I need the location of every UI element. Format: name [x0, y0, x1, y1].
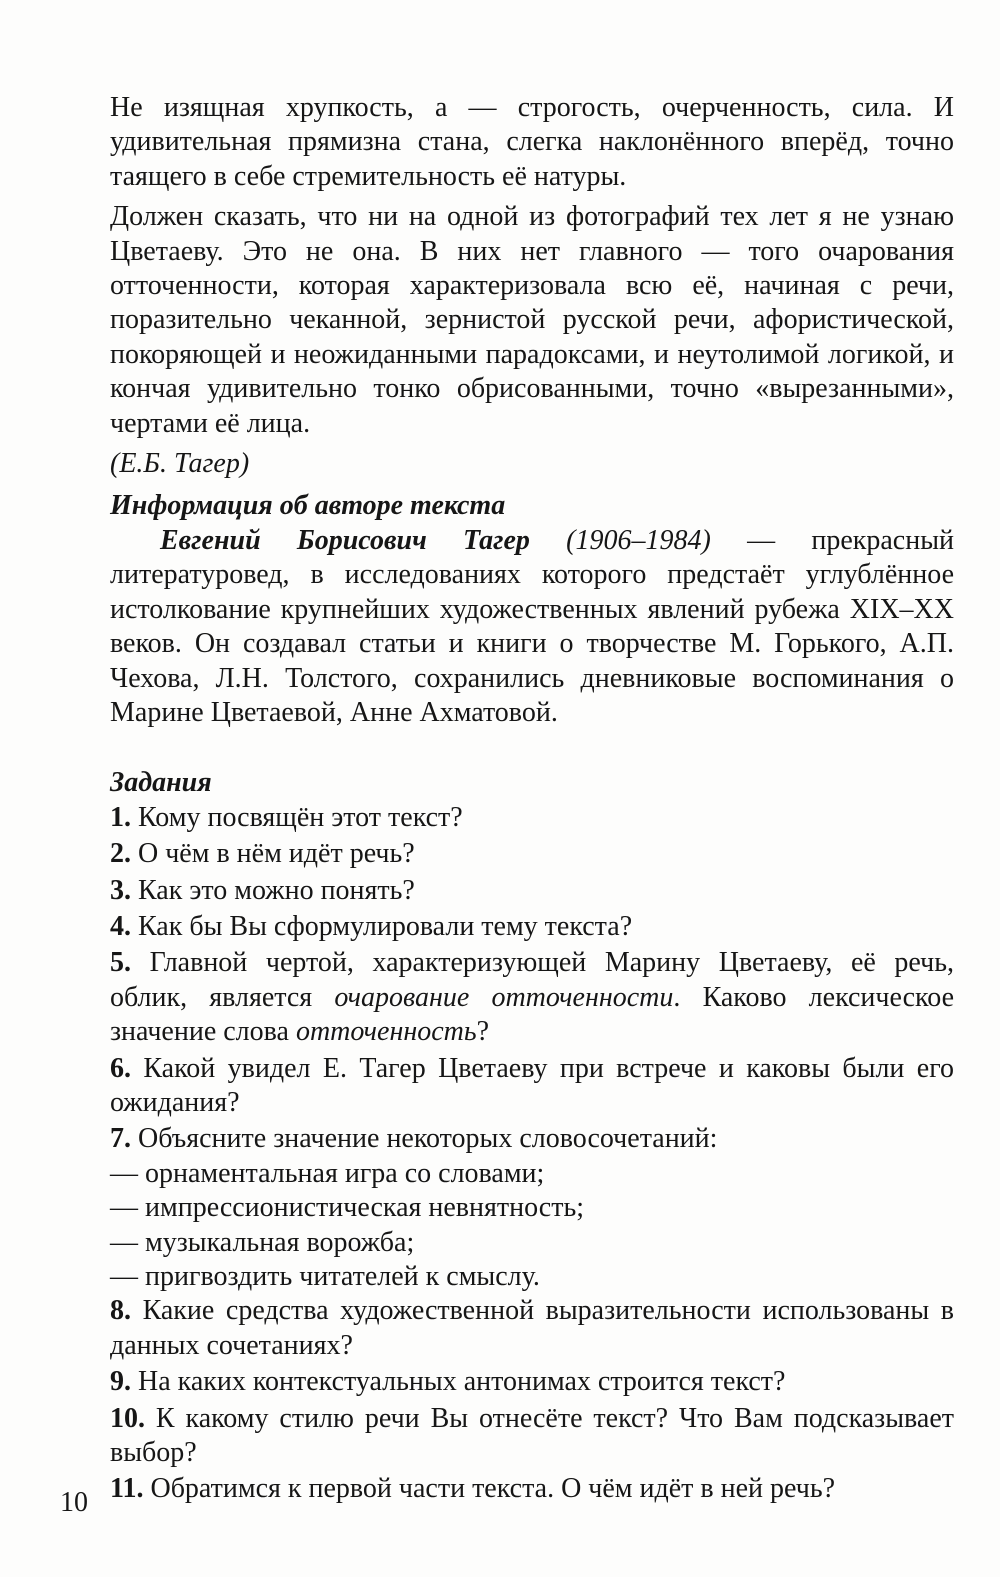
task-11-number: 11. [110, 1473, 144, 1505]
task-5 [110, 946, 954, 1049]
task-2 [110, 837, 954, 871]
intro-paragraph-2-text: Должен сказать, что ни на одной из фотографий тех лет я не узнаю Цветаеву. Это не она. В них нет главного — того очарования отточенности, которая характеризовала всю её, начиная с речи, поразительно чеканной, зернистой русской речи, афористической, покоряющей и неожиданными парадоксами, и неутолимой логикой, и кончая удивительно тонко обрисованными, точно «вырезанными», чертами её лица. [110, 201, 954, 439]
author-years: (1906–1984) [529, 524, 711, 556]
quote-attribution: (Е.Б. Тагер) [110, 448, 250, 480]
task-6 [110, 1052, 954, 1121]
task-7-item-1: — орнаментальная игра со словами; [110, 1157, 545, 1189]
task-10 [110, 1402, 954, 1471]
task-5-italic-a: очарование отточенности [334, 981, 674, 1013]
task-6-text: Какой увидел Е. Тагер Цветаеву при встрече и каковы были его ожидания? [110, 1052, 954, 1118]
author-name: Евгений Борисович Тагер [160, 524, 530, 556]
task-8-text: Какие средства художественной выразительности использованы в данных сочетаниях? [110, 1295, 954, 1361]
task-10-text: К какому стилю речи Вы отнесёте текст? Что Вам подсказывает выбор? [110, 1402, 954, 1469]
task-8 [110, 1294, 954, 1363]
task-7-number: 7. [110, 1123, 131, 1155]
task-11-text: Обратимся к первой части текста. О чём идёт в ней речь? [143, 1473, 836, 1505]
task-4-text: Как бы Вы сформулировали тему текста? [131, 910, 633, 942]
task-9 [110, 1365, 954, 1399]
task-7-item-3: — музыкальная ворожба; [110, 1226, 415, 1258]
task-8-number: 8. [110, 1295, 131, 1327]
task-7-item-4: — пригвоздить читателей к смыслу. [110, 1261, 540, 1292]
tasks-heading: Задания [110, 767, 212, 799]
author-info-text: — прекрасный литературовед, в исследованиях которого предстаёт углублённое истолкование крупнейших художественных явлений рубежа XIX–XX веков. Он создавал статьи и книги о творчестве М. Горького, А.П. Чехова, Л.Н. Толстого, сохранились дневниковые воспоминания о Марине Цветаевой, Анне Ахматовой. [110, 524, 954, 728]
author-info-heading: Информация об авторе текста [110, 490, 506, 522]
task-2-number: 2. [110, 838, 131, 870]
task-4 [110, 910, 954, 944]
page-number: 10 [60, 1487, 88, 1518]
task-6-number: 6. [110, 1052, 131, 1084]
task-5-italic-b: отточенность [295, 1016, 477, 1048]
intro-paragraph-1-text: Не изящная хрупкость, а — строгость, очерченность, сила. И удивительная прямизна стана, слегка наклонённого вперёд, точно таящего в себе стремительность её натуры. [110, 92, 954, 192]
task-5-text-a: Главной чертой, характеризующей Марину Цветаеву, её речь, облик, является [110, 947, 954, 1013]
task-7-item-2: — импрессионистическая невнятность; [110, 1192, 585, 1224]
task-1-number: 1. [110, 801, 131, 833]
task-3-number: 3. [110, 874, 131, 906]
task-5-text-c: ? [476, 1016, 490, 1048]
task-5-text-b: . Каково лексическое значение слова [110, 981, 954, 1048]
author-info-paragraph [110, 524, 954, 730]
task-3 [110, 874, 954, 908]
task-5-number: 5. [110, 947, 131, 979]
text-block [110, 91, 954, 1509]
task-4-number: 4. [110, 910, 131, 942]
task-7-text: Объясните значение некоторых словосочетаний: [131, 1123, 718, 1155]
task-3-text: Как это можно понять? [131, 874, 415, 906]
task-2-text: О чём в нём идёт речь? [131, 838, 415, 870]
task-1-text: Кому посвящён этот текст? [131, 801, 463, 833]
task-1 [110, 801, 954, 835]
intro-paragraph-2 [110, 200, 954, 441]
task-9-text: На каких контекстуальных антонимах строится текст? [131, 1366, 786, 1398]
task-7 [110, 1122, 954, 1156]
intro-paragraph-1 [110, 91, 954, 194]
task-9-number: 9. [110, 1366, 131, 1398]
task-10-number: 10. [110, 1402, 145, 1434]
task-11 [110, 1472, 954, 1506]
